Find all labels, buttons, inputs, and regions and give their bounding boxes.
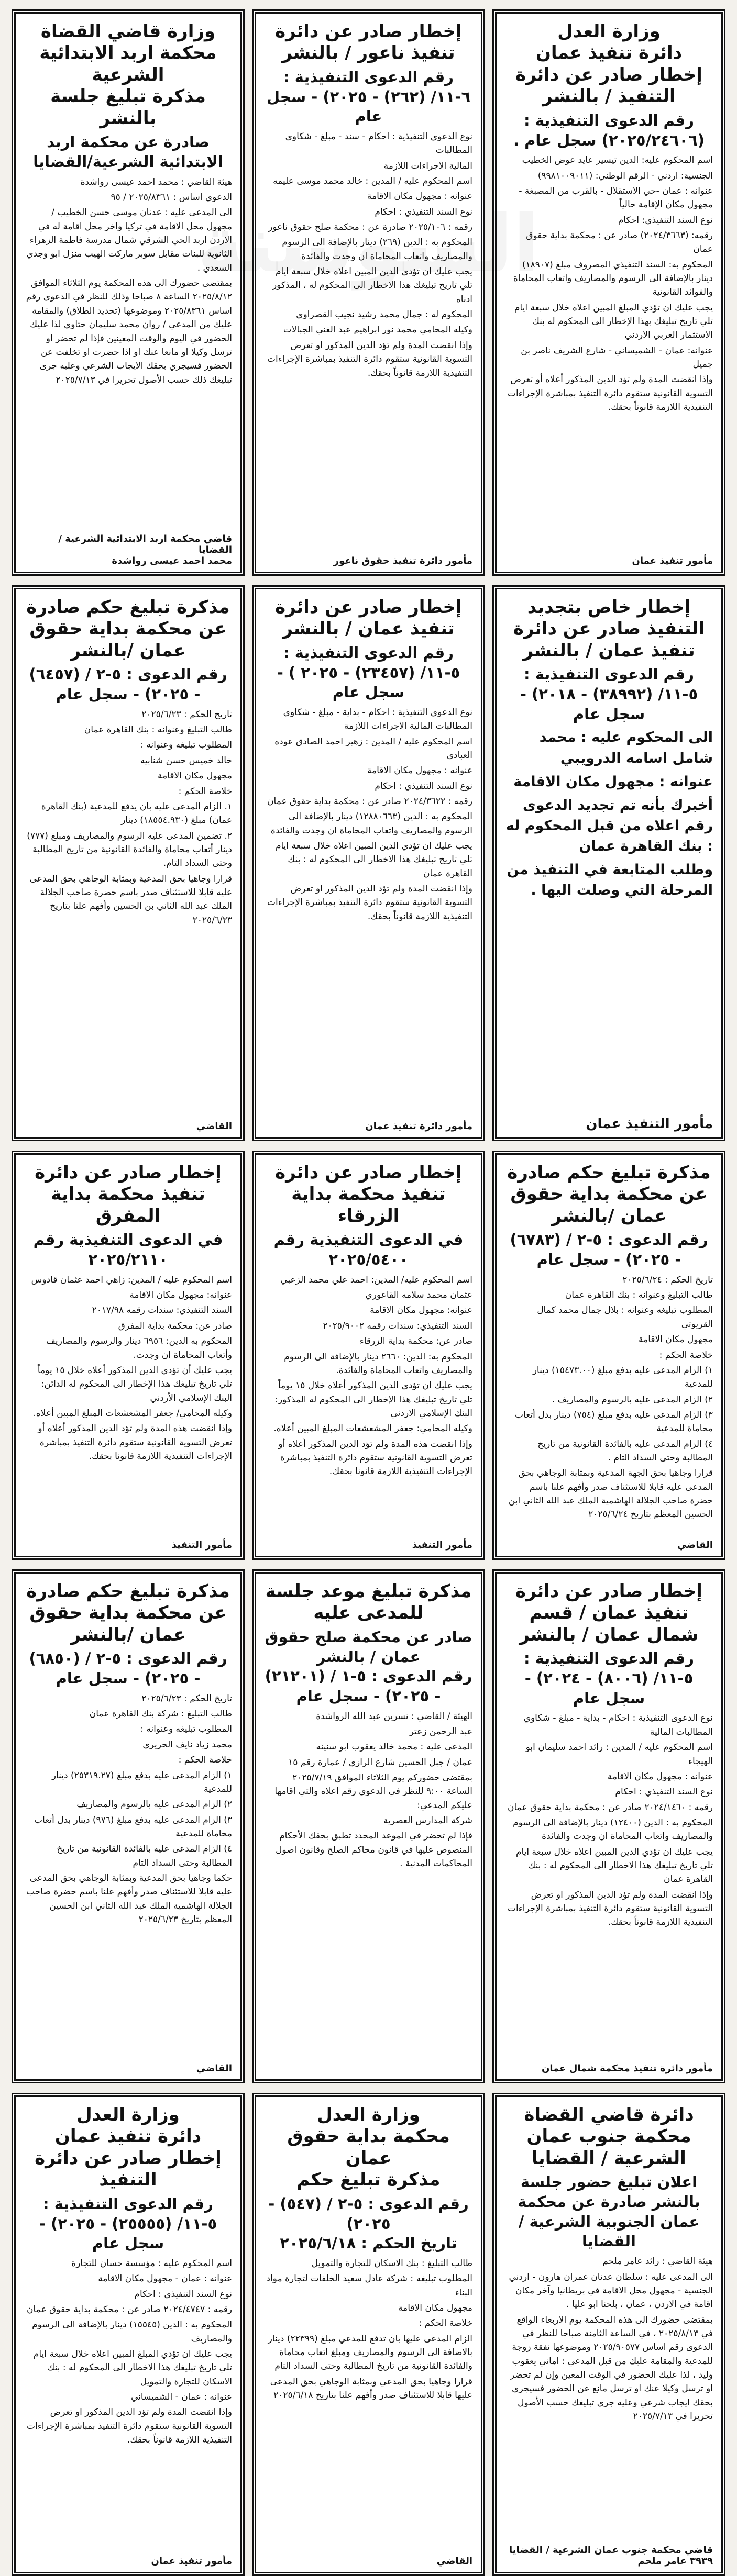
notice-subheader: رقم الدعوى التنفيذية : ٥-١١/ (٣٨٩٩٢) - ٢٠١٨) - سجل عام xyxy=(520,665,698,723)
notice-header: إخطار خاص بتجديد التنفيذ صادر عن دائرة تنفيذ عمان / بالنشر xyxy=(513,597,705,661)
notice-line: عنوانه : مجهول مكان الاقامة xyxy=(513,773,713,790)
notice-subheader: رقم الدعوى التنفيذية : (٢٠٢٥/٢٤٦٠٦) سجل عام . xyxy=(513,111,705,149)
notice-header: وزارة العدل دائرة تنفيذ عمان إخطار صادر عن دائرة التنفيذ xyxy=(35,2104,222,2191)
notice-line: اسم المحكوم عليه / المدين: زاهي احمد عثمان قادوس xyxy=(31,1274,232,1285)
notice-line: قرارا وجاهيا بحق المدعية وبمثابة الوجاهي بحق المدعى عليه قابلا للاستئناف صدر باسم حضرة صاحب الجلالة الملك عبد الله الثاني بن الحسين وأفهم علنا بتاريخ ٢٠٢٥/٦/٢٣ xyxy=(29,873,232,925)
notice-5 xyxy=(252,585,485,1141)
notice-8 xyxy=(252,1151,485,1560)
notice-signature: مأمور دائرة تنفيذ حقوق ناعور xyxy=(333,555,472,566)
notice-subheader: رقم الدعوى : ٥-٢ / (٦٤٥٧) - ٢٠٢٥) - سجل عام xyxy=(29,665,227,704)
notice-line: هيئة القاضي : رائد عامر ملحم xyxy=(602,2256,713,2267)
notice-signature: مأمور التنفيذ عمان xyxy=(586,1116,713,1132)
notice-line: المحكوم به الدين: ٦٩٥٦ دينار والرسوم والمصاريف وأتعاب المحاماة ان وجدت. xyxy=(46,1336,232,1361)
notice-line: وإذا انقضت المدة ولم تؤد الدين المذكور او تعرض التسوية القانونية ستقوم دائرة التنفيذ بمباشرة الإجراءات التنفيذية اللازمة قانوناً بحقك. xyxy=(267,340,472,378)
notice-line: نوع الدعوى التنفيذية : احكام - بداية - مبلغ - شكاوي المطالبات المالية xyxy=(523,1713,713,1737)
notice-line: عمان / جبل الحسين شارع الرازي / عمارة رقم ١٥ xyxy=(288,1757,472,1768)
notice-line: المطلوب تبليغه وعنوانه : بلال جمال محمد كمال القريوتي xyxy=(537,1305,713,1330)
notice-line: عبد الرحمن زعتر xyxy=(409,1726,472,1737)
notice-line: طالب التبليغ وعنوانه : بنك القاهرة عمان xyxy=(565,1290,713,1301)
notice-line: الى المدعى عليه : سلطان عدنان عمران هارون - اردني الجنسية - مجهول محل الاقامة في بريطانيا وآخر مكان اقامة في الاردن ، عمان ، بلحنا ابو عليا . xyxy=(509,2271,713,2310)
notice-line: المطلوب تبليغه وعنوانه : xyxy=(140,740,232,751)
notice-line: ٢) الزام المدعى عليه بالرسوم والمصاريف xyxy=(76,1799,232,1810)
notice-line: وإذا انقضت هذه المدة ولم تؤد الدين المذكور أعلاه أو تعرض التسوية القانونية ستقوم دائرة التنفيذ بمباشرة الإجراءات التنفيذية اللازمة قانونا بحقك. xyxy=(278,1438,472,1477)
notice-subheader: في الدعوى التنفيذية رقم ٢٠٢٥/٥٤٠٠ xyxy=(273,1231,464,1269)
notice-line: نوع الدعوى التنفيذية : احكام - سند - مبلغ - شكاوي المطالبات xyxy=(285,131,472,156)
notice-line: وإذا انقضت هذه المدة ولم تؤد الدين المذكور أعلاه أو تعرض التسوية القانونية ستقوم دائرة التنفيذ بمباشرة الإجراءات التنفيذية اللازمة قانونا بحقك. xyxy=(38,1423,232,1462)
notice-header: وزارة العدل محكمة بداية حقوق عمان مذكرة تبليغ حكم xyxy=(287,2104,450,2191)
notice-line: عنوانه: مجهول مكان الاقامة xyxy=(370,1305,472,1316)
notice-6 xyxy=(12,585,245,1141)
notice-line: صادر عن: محكمة بداية الزرقاء xyxy=(359,1336,472,1347)
notice-line: عنوانه : عمان - مجهول مكان الاقامة xyxy=(98,2273,232,2284)
notice-line: رقمه : ٢٠٢٤/٤٧٤٧ صادر عن : محكمة بداية حقوق عمان xyxy=(27,2304,232,2315)
notice-1 xyxy=(492,9,725,576)
notice-subheader: رقم الدعوى : ٥-٢ / (٦٧٨٣) - ٢٠٢٥) - سجل عام xyxy=(510,1231,708,1269)
notice-line: الجنسية: اردني - الرقم الوطني: (٩٩٨١٠٠٩٠١١) xyxy=(537,170,713,181)
notice-2 xyxy=(252,9,485,576)
notice-13 xyxy=(492,2093,725,2576)
notice-line: وكيله المحامي محمد نور ابراهيم عبد الغني الجبالات xyxy=(283,325,472,336)
notice-body xyxy=(505,2255,713,2425)
notice-15 xyxy=(12,2093,245,2576)
notice-line: ١) الزام المدعى عليه بدفع مبلغ (١٥٤٧٣.٠٠) دينار للمدعية xyxy=(532,1365,713,1390)
notice-signature: مأمور التنفيذ xyxy=(171,1540,232,1551)
notice-subheader: صادرة عن محكمة اربد الابتدائية الشرعية/القضايا xyxy=(33,133,223,171)
notice-line: ٣) الزام المدعى عليه بدفع مبلغ (٩٧٦) دينار بدل أتعاب محاماة للمدعية xyxy=(34,1814,232,1839)
notice-line: المحكوم به : الدين (١٢٤٠٠) دينار بالإضافة الى الرسوم والمصاريف واتعاب المحاماة ان وجدت والفائدة xyxy=(513,1817,713,1842)
notice-line: المحكوم به: الدين: ٢٦٦٠ دينار بالإضافة الى الرسوم والمصاريف واتعاب المحاماة والفائدة. xyxy=(284,1351,472,1376)
notice-line: وإذا انقضت المدة ولم تؤد الدين المذكور أعلاه أو تعرض التسوية القانونية ستقوم دائرة التنفيذ بمباشرة الإجراءات التنفيذية اللازمة قانوناً بحقك. xyxy=(508,374,713,413)
notice-line: عنوانه : مجهول مكان الاقامة xyxy=(607,1771,713,1782)
notice-11 xyxy=(252,1569,485,2083)
notice-14 xyxy=(252,2093,485,2576)
notice-7 xyxy=(492,1151,725,1560)
notice-subheader: رقم الدعوى : ٥-٢ / (٦٨٥٠) - ٢٠٢٥) - سجل عام xyxy=(29,1649,227,1688)
notice-line: طالب التبليغ : بنك الاسكان للتجارة والتمويل xyxy=(311,2258,472,2269)
notice-header: مذكرة تبليغ حكم صادرة عن محكمة بداية حقوق عمان /بالنشر xyxy=(26,1581,230,1645)
notice-line: الدعوى اساس : ٢٠٢٥/٨٣٦١ / ٩٥ xyxy=(111,192,232,203)
notice-signature: القاضي xyxy=(677,1540,713,1551)
notice-line: اسم المحكوم عليه / المدين : زهير احمد الصادق عوده العبادي xyxy=(274,736,472,761)
notice-line: وطلب المتابعة في التنفيذ من المرحلة التي وصلت اليها . xyxy=(507,862,713,899)
notice-header: إخطار صادر عن دائرة تنفيذ عمان / قسم شمال عمان / بالنشر xyxy=(515,1581,702,1645)
notice-line: وإذا انقضت المدة ولم تؤد الدين المذكور او تعرض التسوية القانونية ستقوم دائرة التنفيذ بمباشرة الإجراءات التنفيذية اللازمة قانوناً بحقك. xyxy=(267,884,472,922)
notice-signature: القاضي xyxy=(196,2063,232,2074)
notice-body xyxy=(505,1711,713,1931)
notice-line: اسم المحكوم عليه : مؤسسة حسان للتجارة xyxy=(71,2258,232,2269)
notice-line: اسم المحكوم عليه / المدين : خالد محمد موسى عليمه xyxy=(273,176,472,187)
notice-line: عنوانه : عمان -حي الاستقلال - بالقرب من المصبغة - مجهول مكان الإقامة حالياً xyxy=(519,185,713,210)
notice-subheader: صادر عن محكمة صلح حقوق عمان / بالنشر رقم الدعوى : ٥-١ / (٢١٢٠١) - ٢٠٢٥) - سجل عام xyxy=(265,1627,472,1705)
notice-line: خالد خميس حسن شنابيه xyxy=(140,755,232,766)
notice-line: ١. الزام المدعى عليه بان يدفع للمدعية (بنك القاهرة عمان) مبلغ (١٨٥٥٤.٩٣٠) دينار xyxy=(41,801,232,826)
notice-line: مجهول مكان الاقامة xyxy=(398,2302,472,2313)
notice-line: عنوانه : مجهول مكان الاقامة xyxy=(367,191,472,202)
notice-header: إخطار صادر عن دائرة تنفيذ عمان / بالنشر xyxy=(275,597,462,640)
notice-line: المطلوب تبليغه وعنوانه : xyxy=(140,1724,232,1735)
notice-line: الزام المدعى عليها بان تدفع للمدعي مبلغ (٢٢٣٩٩) دينار بالاضافة الى الرسوم والمصاريف ومبلغ اتعاب محاماة والفائدة القانونية من تاريخ المطالبة وحتى السداد التام xyxy=(268,2333,472,2372)
notice-body xyxy=(24,708,232,929)
notice-body xyxy=(24,1692,232,1928)
notice-subheader: رقم الدعوى : ٥-٢ / (٥٤٧) - ٢٠٢٥) تاريخ الحكم : ٢٠٢٥/٦/١٨ xyxy=(268,2194,469,2252)
notice-line: يجب عليك ان تؤدي الدين المذكور أعلاه خلال ١٥ يوماً تلي تاريخ تبليغك هذا الإخطار الى المحكوم له المذكور: البنك الإسلامي الاردني xyxy=(275,1380,472,1419)
notice-line: قرارا وجاهيا بحق الجهة المدعية وبمثابة الوجاهي بحق المدعى عليه قابلا للاستئناف صدر وأفهم علنا باسم حضرة صاحب الجلالة الهاشمية الملك عبد الله الثاني ابن الحسين المعظم بتاريخ ٢٠٢٥/٦/٢٤ xyxy=(508,1468,713,1520)
notice-line: المطلوب تبليغه : شركة عادل سعيد الخلفات لتجارة مواد البناء xyxy=(266,2273,472,2298)
notice-line: عنوانه: مجهول مكان الاقامة xyxy=(129,1290,232,1301)
notice-header: إخطار صادر عن دائرة تنفيذ محكمة بداية المفرق xyxy=(35,1162,222,1226)
notice-line: بمقتضى حضورك الى هذه المحكمة يوم الثلاثاء الموافق ٢٠٢٥/٨/١٢ الساعة ٨ صباحا وذلك للنظر في الدعوى رقم اساس ٢٠٢٥/٨٣٦١ وموضوعها (تحديد الطلاق) والمقامة عليك من المدعي / روان محمد سليمان حتاوي لذا عليك الحضور في اليوم والوقت المعينين فإذا لم تحضر او ترسل وكيلا او مانعا عنك او اذا حضرت او تخلفت عن الحضور فسيجري بحقك الايجاب الشرعي وعليه جرى تبليغك ذلك حسب الأصول تحريرا في ٢٠٢٥/٧/١٣ xyxy=(26,278,232,385)
notice-body xyxy=(265,1273,472,1480)
notice-line: تاريخ الحكم : ٢٠٢٥/٦/٢٣ xyxy=(141,1693,232,1704)
notice-body xyxy=(265,706,472,925)
notice-4 xyxy=(492,585,725,1141)
notice-line: يجب عليك ان تؤدي المبلغ المبين اعلاه خلال سبعة ايام تلي تاريخ تبليغك هذا الاخطار الى المحكوم له : بنك الاسكان للتجارة والتمويل xyxy=(33,2349,232,2387)
notice-line: ٤) الزام المدعى عليه بالفائدة القانونية من تاريخ المطالبة وحتى السداد التام . xyxy=(537,1438,713,1463)
notice-12 xyxy=(12,1569,245,2083)
notice-subheader: رقم الدعوى التنفيذية : ٦-١١/ (٢٦٢) - ٢٠٢٥) - سجل عام xyxy=(266,68,471,126)
notice-line: طالب التبليغ وعنوانه : بنك القاهرة عمان xyxy=(84,724,232,735)
notice-line: شركة المدارس العصرية xyxy=(383,1815,472,1826)
notice-line: ١) الزام المدعى عليه بدفع مبلغ (٢٥٣١٩.٢٧) دينار للمدعية xyxy=(51,1770,232,1794)
notice-line: نوع السند التنفيذي : احكام xyxy=(615,1787,713,1798)
notice-subheader: رقم الدعوى التنفيذية : ٥-١١/ (٢٣٤٥٧) - ٢٠٢٥ ) - سجل عام xyxy=(277,643,460,701)
notice-line: تاريخ الحكم : ٢٠٢٥/٦/٢٤ xyxy=(622,1274,713,1285)
notice-line: نوع السند التنفيذي: احكام xyxy=(618,215,713,226)
notice-line: وكيله المحامي/ جعفر المشعشعات المبلغ المبين أعلاه. xyxy=(33,1408,232,1419)
notice-line: محمد زياد نايف الحريري xyxy=(142,1739,232,1750)
notice-line: خلاصة الحكم : xyxy=(178,786,232,797)
notice-line: خلاصة الحكم : xyxy=(419,2318,472,2329)
notice-line: أخبرك بأنه تم تجديد الدعوى رقم اعلاه من قبل المحكوم له : بنك القاهرة عمان xyxy=(505,797,713,855)
notice-line: اسم المحكوم عليه: الدين تيسير عايد عوض الخطيب xyxy=(522,155,713,166)
notice-signature: مأمور دائرة تنفيذ محكمة شمال عمان xyxy=(541,2063,713,2074)
notice-header: مذكرة تبليغ حكم صادرة عن محكمة بداية حقوق عمان /بالنشر xyxy=(26,597,230,661)
notice-line: قرارا وجاهيا بحق المدعي وبمثابة الوجاهي بحق المدعى عليها قابلا للاستئناف صدر وأفهم علنا بتاريخ ٢٠٢٥/٦/١٨ xyxy=(270,2376,472,2401)
notice-line: المالية الاجراءات اللازمة xyxy=(383,160,472,171)
notice-line: المحكوم به : الدين (١٥٥٤٥) دينار بالإضافة الى الرسوم والمصاريف xyxy=(32,2319,232,2344)
notice-header: وزارة قاضي القضاة محكمة اربد الابتدائية الشرعية مذكرة تبليغ جلسة بالنشر xyxy=(39,21,217,129)
notice-subheader: رقم الدعوى التنفيذية : ٥-١١/ (٨٠٠٦) - ٢٠٢٤) - سجل عام xyxy=(524,1649,694,1707)
notice-line: حكما وجاهيا بحق المدعية وبمثابة الوجاهي بحق المدعى عليه قابلا للاستئناف صدر وأفهم علنا باسم حضرة صاحب الجلالة الهاشمية الملك عبد الله الثاني ابن الحسين المعظم بتاريخ ٢٠٢٥/٦/٢٣ xyxy=(26,1872,232,1925)
notice-signature: مأمور تنفيذ عمان xyxy=(151,2556,232,2567)
notice-line: وإذا انقضت المدة ولم تؤد الدين المذكور او تعرض التسوية القانونية ستقوم دائرة التنفيذ بمباشرة الإجراءات التنفيذية اللازمة قانوناً بحقك. xyxy=(508,1889,713,1928)
notice-line: يجب عليك ان تؤدي الدين المبين اعلاه خلال سبعة ايام تلي تاريخ تبليغك هذا الاخطار الى المحكوم له ، المذكور ادناه xyxy=(272,266,472,305)
notice-line: بمقتضى حضورك الى هذه المحكمة يوم الاربعاء الواقع في ٢٠٢٥/٨/١٣ ، في الساعة الثامنة صباحا للنظر في الدعوى رقم اساس ٢٠٢٥/٩٠٥٧٧ وموضوعها نفقة زوجة للمدعية والمقامة عليك من قبل المدعي : اماني يعقوب وليد ، لذا عليك الحضور في الوقت المعين وإن لم تحضر او ترسل وكيلا عنك او ترسل مانع عن الحضور فسيجري بحقك ايجاب شرعي وعليه جرى تبليغك حسب الأصول تحريرا في ٢٠٢٥/٧/١٣ xyxy=(510,2314,713,2422)
notice-signature: قاضي محكمة اربد الابتدائية الشرعية / القضايا محمد احمد عيسى رواشدة xyxy=(58,533,232,566)
notice-line: نوع السند التنفيذي : احكام xyxy=(134,2289,232,2300)
notice-line: ٣) الزام المدعى عليه بدفع مبلغ (٧٥٤) دينار بدل أتعاب محاماة للمدعية xyxy=(514,1409,713,1434)
notice-body xyxy=(265,1710,472,1872)
notice-line: تاريخ الحكم : ٢٠٢٥/٦/٢٣ xyxy=(141,709,232,720)
notice-line: عنوانه : مجهول مكان الاقامة xyxy=(367,765,472,776)
notice-subheader: اعلان تبليغ حضور جلسة بالنشر صادرة عن محكمة عمان الجنوبية الشرعية / القضايا xyxy=(518,2173,700,2250)
notice-header: مذكرة تبليغ موعد جلسة للمدعى عليه xyxy=(265,1581,472,1624)
notice-line: مجهول مكان الاقامة xyxy=(639,1334,713,1345)
notice-line: رقمه: (٢٠٢٤/٣٦٦٣) صادر عن : محكمة بداية حقوق عمان xyxy=(526,230,713,255)
notice-line: صادر عن: محكمة بداية المفرق xyxy=(118,1320,232,1331)
notice-line: يجب عليك ان تؤدي المبلغ المبين اعلاه خلال سبعة ايام تلي تاريخ تبليغك بهذا الإخطار الى المحكوم له بنك الاستثمار العربي الاردني xyxy=(514,302,713,341)
notice-line: ٤) الزام المدعى عليه بالفائدة القانونية من تاريخ المطالبة وحتى السداد التام xyxy=(57,1844,232,1868)
notice-line: ٢) الزام المدعى عليه بالرسوم والمصاريف . xyxy=(552,1394,713,1405)
notice-line: خلاصة الحكم : xyxy=(659,1350,713,1361)
notice-line: طالب التبليغ : شركة بنك القاهرة عمان xyxy=(89,1709,232,1720)
notice-line: المحكوم به: السند التنفيذي المصروف مبلغ (١٨٩٠٧) دينار بالإضافة الى الرسوم والمصاريف واتعاب المحاماة والفوائد القانونية xyxy=(513,259,713,298)
notice-header: دائرة قاضي القضاة محكمة جنوب عمان الشرعية / القضايا xyxy=(524,2104,694,2169)
notice-header: وزارة العدل دائرة تنفيذ عمان إخطار صادر عن دائرة التنفيذ / بالنشر xyxy=(515,21,702,107)
notice-body xyxy=(24,2257,232,2448)
notice-line: ٢. تضمين المدعى عليه الرسوم والمصاريف ومبلغ (٧٧٧) دينار أتعاب محاماة والفائدة القانونية من تاريخ المطالبة وحتى السداد التام. xyxy=(27,830,232,869)
notice-line: السند التنفيذي: سندات رقمه ٢٠١٧/٩٨ xyxy=(92,1305,232,1316)
notice-10 xyxy=(492,1569,725,2083)
notice-signature: مأمور التنفيذ xyxy=(412,1540,472,1551)
notice-line: المحكوم به : الدين (٢٦٩) دينار بالإضافة الى الرسوم والمصاريف واتعاب المحاماة ان وجدت والفائدة xyxy=(282,237,472,262)
notice-body xyxy=(24,175,232,388)
notice-line: وإذا انقضت المدة ولم تؤد الدين المذكور او تعرض التسوية القانونية ستقوم دائرة التنفيذ بمباشرة الإجراءات التنفيذية اللازمة قانوناً بحقك. xyxy=(27,2407,232,2446)
notice-line: رقمه : ٢٠٢٤/٣٦٢٢ صادر عن : محكمة بداية حقوق عمان xyxy=(267,796,472,807)
notice-signature: قاضي محكمة جنوب عمان الشرعية / القضايا ٣٩٣٩ عامر ملحم xyxy=(509,2545,713,2567)
notice-header: إخطار صادر عن دائرة تنفيذ محكمة بداية الزرقاء xyxy=(275,1162,462,1226)
notice-line: بمقتضى حضوركم يوم الثلاثاء الموافق ٢٠٢٥/٧/١٩ الساعة ٩:٠٠ للنظر في الدعوى رقم اعلاه والتي اقامها عليكم المدعي: xyxy=(274,1772,472,1811)
notice-line: الى المحكوم عليه : محمد شامل اسامه الدرويبي xyxy=(539,729,713,766)
notice-line: نوع السند التنفيذي : احكام xyxy=(375,206,472,217)
notice-line: فإذا لم تحضر في الموعد المحدد تطبق بحقك الأحكام المنصوص عليها في قانون محاكم الصلح وقانون اصول المحاكمات المدنية . xyxy=(275,1831,472,1869)
notice-line: عنوانه : عمان - الشميساني xyxy=(130,2392,232,2403)
notice-line: يجب عليك ان تؤدي الدين المبين اعلاه خلال سبعة ايام تلي تاريخ تبليغك هذا الاخطار الى المحكوم له : بنك القاهرة عمان xyxy=(275,841,472,879)
notice-line: رقمه : ٢٠٢٥/١٠٦ صادرة عن : محكمة صلح حقوق ناعور xyxy=(268,222,472,233)
notice-header: إخطار صادر عن دائرة تنفيذ ناعور / بالنشر xyxy=(275,21,462,64)
notice-line: خلاصة الحكم : xyxy=(178,1755,232,1766)
notice-body xyxy=(24,1273,232,1465)
notice-3 xyxy=(12,9,245,576)
notice-signature: القاضي xyxy=(436,2556,472,2567)
notice-line: اسم المحكوم عليه/ المدين: احمد علي محمد الزعبي xyxy=(280,1274,472,1285)
notice-subheader: رقم الدعوى التنفيذية : ٥-١١/ (٢٥٥٥٥) - ٢٠٢٥) - سجل عام xyxy=(39,2194,217,2252)
notice-line: مجهول مكان الاقامة xyxy=(158,771,232,782)
notice-line: الهيئة / القاضي : نسرين عبد الله الرواشدة xyxy=(316,1711,472,1722)
notice-line: يجب عليك أن تؤدي الدين المذكور أعلاه خلال ١٥ يوماً تلي تاريخ تبليغك هذا الإخطار الى المحكوم له الدائن: البنك الإسلامي الأردني xyxy=(37,1365,232,1403)
notice-line: المدعى عليه : محمد خالد يعقوب ابو سنينه xyxy=(316,1742,472,1753)
notice-body xyxy=(265,130,472,382)
notice-body xyxy=(265,2257,472,2404)
notice-line: هيئة القاضي : محمد احمد عيسى رواشدة xyxy=(80,176,232,187)
notice-body xyxy=(505,727,713,904)
notice-line: عنوانه: عمان - الشميساني - شارع الشريف ناصر بن جميل xyxy=(521,345,713,370)
notice-body xyxy=(505,153,713,416)
notice-line: وكيله المحامي: جعفر المشعشعات المبلغ المبين أعلاه. xyxy=(273,1423,472,1434)
notice-header: مذكرة تبليغ حكم صادرة عن محكمة بداية حقوق عمان /بالنشر xyxy=(507,1162,711,1226)
notice-line: رقمه : ٢٠٢٤/١٤٦٠ صادر عن : محكمة بداية حقوق عمان xyxy=(508,1802,713,1813)
notice-line: المحكوم به : الدين (١٢٨٨٠٦٦٣) دينار بالإضافة الى الرسوم والمصاريف واتعاب المحاماة ان وجدت والفائدة xyxy=(270,811,472,836)
notice-line: نوع الدعوى التنفيذية : احكام - بداية - مبلغ - شكاوي المطالبات المالية الاجراءات اللازمة xyxy=(283,707,472,732)
notice-signature: القاضي xyxy=(196,1121,232,1132)
notice-line: الى المدعى عليه : عدنان موسى حسن الخطيب / مجهول محل الاقامة في تركيا واخر محل اقامة له في الاردن اربد الحي الشرقي شمال مدرسة فاطمة الزهراء الثانوية للبنات مقابل سوبر ماركت الهيب منزل ابو وجدي السعدي . xyxy=(26,207,232,273)
notice-line: اسم المحكوم عليه / المدين : رائد احمد سليمان ابو الهيجاء xyxy=(525,1742,713,1767)
notice-subheader: في الدعوى التنفيذية رقم ٢٠٢٥/٢١١٠ xyxy=(33,1231,223,1269)
notice-body xyxy=(505,1273,713,1523)
notice-line: المحكوم له : جمال محمد رشيد نجيب القصراوي xyxy=(296,309,472,320)
notice-line: يجب عليك ان تؤدي الدين المبين اعلاه خلال سبعة ايام تلي تاريخ تبليغك هذا الاخطار الى المحكوم له : بنك القاهرة عمان xyxy=(515,1846,713,1885)
notice-signature: مأمور تنفيذ عمان xyxy=(632,555,713,566)
notice-9 xyxy=(12,1151,245,1560)
notice-line: نوع السند التنفيذي : احكام xyxy=(375,780,472,791)
notice-line: عثمان محمد سلامه القاعوري xyxy=(365,1290,472,1301)
notice-signature: مأمور دائرة تنفيذ عمان xyxy=(365,1121,472,1132)
notice-line: السند التنفيذي: سندات رقمه ٢٠٢٥/٩٠٠٢ xyxy=(323,1320,472,1331)
